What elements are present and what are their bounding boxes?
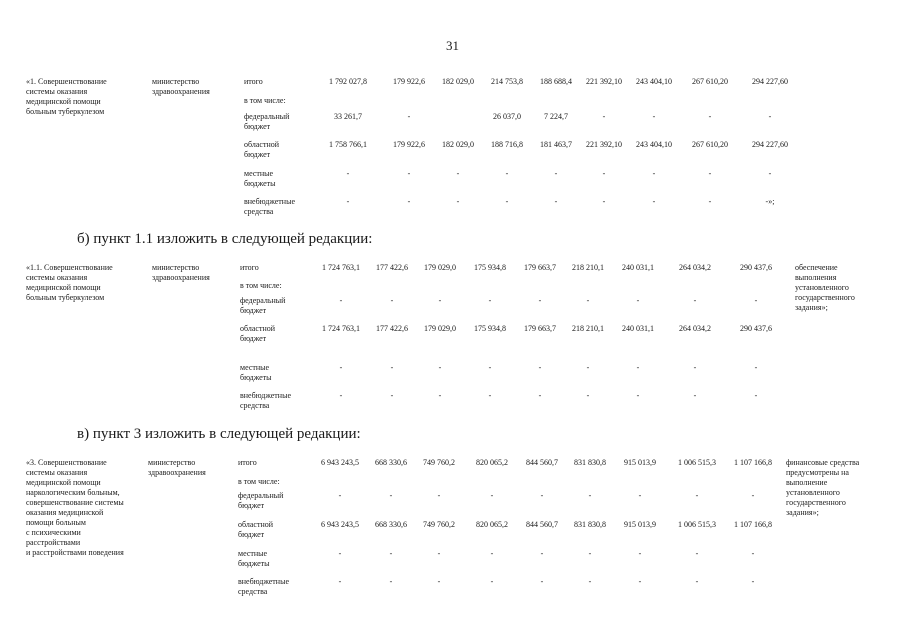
program-title: больным туберкулезом (26, 107, 105, 116)
funding-value: 179 029,0 (424, 263, 456, 272)
funding-value: 214 753,8 (491, 77, 523, 86)
funding-value: - (751, 549, 755, 558)
funding-value: - (389, 491, 393, 500)
funding-source-label: бюджет (240, 306, 267, 315)
funding-value: 177 422,6 (376, 263, 408, 272)
funding-value: 264 034,2 (679, 324, 711, 333)
expected-result: выполнение (786, 478, 828, 487)
funding-value: - (390, 363, 394, 372)
funding-value: 240 031,1 (622, 324, 654, 333)
funding-value: 668 330,6 (375, 458, 407, 467)
funding-value: 1 006 515,3 (678, 458, 716, 467)
funding-value: - (751, 577, 755, 586)
funding-value: - (390, 391, 394, 400)
funding-value: - (346, 169, 350, 178)
funding-value: 1 107 166,8 (734, 458, 772, 467)
funding-value: - (754, 296, 758, 305)
funding-value: 1 006 515,3 (678, 520, 716, 529)
funding-value: 188 716,8 (491, 140, 523, 149)
funding-value: - (652, 197, 656, 206)
funding-value: - (768, 169, 772, 178)
funding-value: - (695, 491, 699, 500)
funding-value: 175 934,8 (474, 324, 506, 333)
program-title: наркологическим больным, (26, 488, 120, 497)
funding-value: 844 560,7 (526, 458, 558, 467)
heading-item-1-1: б) пункт 1.1 изложить в следующей редакции: (77, 231, 373, 247)
expected-result: выполнения (795, 273, 837, 282)
funding-source-label: областной (240, 324, 276, 333)
funding-value: - (695, 577, 699, 586)
funding-value: - (490, 549, 494, 558)
funding-value: - (339, 391, 343, 400)
funding-value: - (338, 491, 342, 500)
expected-result: установленного (786, 488, 840, 497)
funding-value: 243 404,10 (636, 140, 672, 149)
expected-result: задания»; (786, 508, 819, 517)
funding-value: - (538, 363, 542, 372)
funding-value: 182 029,0 (442, 140, 474, 149)
program-title: и расстройствами поведения (26, 548, 124, 557)
program-title: с психическими (26, 528, 81, 537)
funding-value: - (438, 391, 442, 400)
funding-value: - (768, 112, 772, 121)
funding-source-label: местные (244, 169, 274, 178)
funding-source-label: итого (240, 263, 259, 272)
funding-value: 668 330,6 (375, 520, 407, 529)
funding-source-label: федеральный (240, 296, 286, 305)
funding-value: - (490, 491, 494, 500)
funding-value: - (588, 577, 592, 586)
funding-value: - (751, 491, 755, 500)
funding-value: - (708, 112, 712, 121)
funding-source-label: бюджет (238, 530, 265, 539)
funding-value: - (708, 169, 712, 178)
funding-value: - (407, 112, 411, 121)
funding-value: - (602, 112, 606, 121)
funding-value: - (754, 391, 758, 400)
heading-item-3: в) пункт 3 изложить в следующей редакции: (77, 426, 361, 442)
funding-value: 290 437,6 (740, 324, 772, 333)
funding-value: - (488, 391, 492, 400)
funding-source-label: местные (240, 363, 270, 372)
funding-value: - (602, 169, 606, 178)
funding-value: - (652, 169, 656, 178)
funding-source-label: бюджеты (244, 179, 276, 188)
funding-source-label: внебюджетные (240, 391, 291, 400)
funding-source-label: бюджет (244, 122, 271, 131)
funding-value: 7 224,7 (544, 112, 568, 121)
funding-value: - (636, 296, 640, 305)
funding-value: 294 227,60 (752, 77, 788, 86)
funding-value: 6 943 243,5 (321, 458, 359, 467)
funding-value: 1 724 763,1 (322, 324, 360, 333)
executor-name: здравоохранения (152, 273, 210, 282)
funding-value: - (540, 549, 544, 558)
funding-value: - (456, 169, 460, 178)
funding-value: - (638, 549, 642, 558)
program-title: медицинской помощи (26, 283, 101, 292)
funding-value: 240 031,1 (622, 263, 654, 272)
funding-value: - (636, 363, 640, 372)
funding-value: - (390, 296, 394, 305)
funding-source-label: бюджеты (238, 559, 270, 568)
funding-value: - (638, 491, 642, 500)
funding-source-label: внебюджетные (244, 197, 295, 206)
expected-result: государственного (786, 498, 846, 507)
funding-value: 188 688,4 (540, 77, 572, 86)
funding-value: - (389, 549, 393, 558)
funding-value: - (490, 577, 494, 586)
funding-value: 831 830,8 (574, 458, 606, 467)
funding-value: - (488, 296, 492, 305)
funding-value: - (505, 197, 509, 206)
program-title: помощи больным (26, 518, 86, 527)
funding-source-label: средства (240, 401, 270, 410)
funding-value: - (438, 363, 442, 372)
funding-value: - (586, 363, 590, 372)
funding-value: 749 760,2 (423, 458, 455, 467)
funding-value: - (693, 363, 697, 372)
funding-value: 915 013,9 (624, 458, 656, 467)
funding-source-label: бюджет (238, 501, 265, 510)
funding-value: 179 663,7 (524, 324, 556, 333)
funding-value: 218 210,1 (572, 263, 604, 272)
funding-value: - (588, 549, 592, 558)
funding-source-label: итого (244, 77, 263, 86)
funding-value: -»; (765, 197, 775, 206)
executor-name: министерство (152, 263, 200, 272)
executor-name: министерство (148, 458, 196, 467)
funding-source-label: в том числе: (240, 281, 282, 290)
funding-value: 1 107 166,8 (734, 520, 772, 529)
funding-value: - (389, 577, 393, 586)
funding-value: - (339, 296, 343, 305)
expected-result: обеспечение (795, 263, 838, 272)
funding-value: 179 029,0 (424, 324, 456, 333)
program-title: «3. Совершенствование (26, 458, 107, 467)
funding-value: 177 422,6 (376, 324, 408, 333)
funding-value: 264 034,2 (679, 263, 711, 272)
executor-name: здравоохранения (152, 87, 210, 96)
funding-value: - (437, 577, 441, 586)
expected-result: предусмотрены на (786, 468, 849, 477)
funding-value: - (554, 197, 558, 206)
program-title: медицинской помощи (26, 478, 101, 487)
funding-value: 221 392,10 (586, 77, 622, 86)
funding-value: - (693, 391, 697, 400)
funding-source-label: федеральный (244, 112, 290, 121)
page-number: 31 (446, 38, 459, 53)
funding-value: - (338, 549, 342, 558)
funding-value: - (339, 363, 343, 372)
program-title: оказания медицинской (26, 508, 104, 517)
funding-source-label: бюджет (240, 334, 267, 343)
funding-source-label: областной (244, 140, 280, 149)
funding-value: 26 037,0 (493, 112, 521, 121)
program-title: системы оказания (26, 87, 88, 96)
funding-source-label: средства (244, 207, 274, 216)
funding-value: 820 065,2 (476, 520, 508, 529)
funding-value: 294 227,60 (752, 140, 788, 149)
funding-value: - (437, 549, 441, 558)
funding-value: - (754, 363, 758, 372)
program-title: системы оказания (26, 273, 88, 282)
expected-result: задания»; (795, 303, 828, 312)
funding-source-label: в том числе: (238, 477, 280, 486)
funding-value: 179 922,6 (393, 140, 425, 149)
program-title: медицинской помощи (26, 97, 101, 106)
program-title: больным туберкулезом (26, 293, 105, 302)
expected-result: государственного (795, 293, 855, 302)
funding-value: - (437, 491, 441, 500)
funding-value: 267 610,20 (692, 77, 728, 86)
funding-value: 221 392,10 (586, 140, 622, 149)
program-title: системы оказания (26, 468, 88, 477)
funding-value: - (693, 296, 697, 305)
funding-source-label: итого (238, 458, 257, 467)
funding-value: 915 013,9 (624, 520, 656, 529)
funding-value: 181 463,7 (540, 140, 572, 149)
expected-result: финансовые средства (786, 458, 860, 467)
executor-name: здравоохранения (148, 468, 206, 477)
funding-value: - (338, 577, 342, 586)
funding-value: - (346, 197, 350, 206)
funding-source-label: бюджет (244, 150, 271, 159)
funding-value: 218 210,1 (572, 324, 604, 333)
funding-value: - (540, 491, 544, 500)
funding-value: - (407, 169, 411, 178)
funding-value: - (488, 363, 492, 372)
funding-source-label: внебюджетные (238, 577, 289, 586)
funding-source-label: бюджеты (240, 373, 272, 382)
funding-value: - (652, 112, 656, 121)
program-title: «1.1. Совершенствование (26, 263, 113, 272)
funding-value: 267 610,20 (692, 140, 728, 149)
funding-value: - (638, 577, 642, 586)
funding-value: - (695, 549, 699, 558)
funding-source-label: средства (238, 587, 268, 596)
funding-value: 1 792 027,8 (329, 77, 367, 86)
funding-value: - (708, 197, 712, 206)
funding-source-label: в том числе: (244, 96, 286, 105)
funding-value: 33 261,7 (334, 112, 362, 121)
funding-value: - (554, 169, 558, 178)
funding-value: - (456, 197, 460, 206)
funding-value: - (538, 391, 542, 400)
funding-value: 1 724 763,1 (322, 263, 360, 272)
funding-value: - (588, 491, 592, 500)
funding-value: - (586, 296, 590, 305)
funding-value: 844 560,7 (526, 520, 558, 529)
funding-value: - (586, 391, 590, 400)
expected-result: установленного (795, 283, 849, 292)
funding-value: - (538, 296, 542, 305)
funding-value: 1 758 766,1 (329, 140, 367, 149)
funding-value: 831 830,8 (574, 520, 606, 529)
program-title: расстройствами (26, 538, 81, 547)
funding-value: 179 663,7 (524, 263, 556, 272)
funding-value: 820 065,2 (476, 458, 508, 467)
funding-source-label: федеральный (238, 491, 284, 500)
funding-source-label: местные (238, 549, 268, 558)
funding-value: - (505, 169, 509, 178)
funding-value: 749 760,2 (423, 520, 455, 529)
funding-value: 179 922,6 (393, 77, 425, 86)
program-title: совершенствование системы (26, 498, 124, 507)
funding-value: 175 934,8 (474, 263, 506, 272)
executor-name: министерство (152, 77, 200, 86)
funding-value: - (636, 391, 640, 400)
funding-value: - (602, 197, 606, 206)
funding-value: 182 029,0 (442, 77, 474, 86)
program-title: «1. Совершенствование (26, 77, 107, 86)
funding-value: 290 437,6 (740, 263, 772, 272)
funding-value: - (438, 296, 442, 305)
funding-value: 6 943 243,5 (321, 520, 359, 529)
funding-value: 243 404,10 (636, 77, 672, 86)
funding-value: - (540, 577, 544, 586)
funding-source-label: областной (238, 520, 274, 529)
funding-value: - (407, 197, 411, 206)
